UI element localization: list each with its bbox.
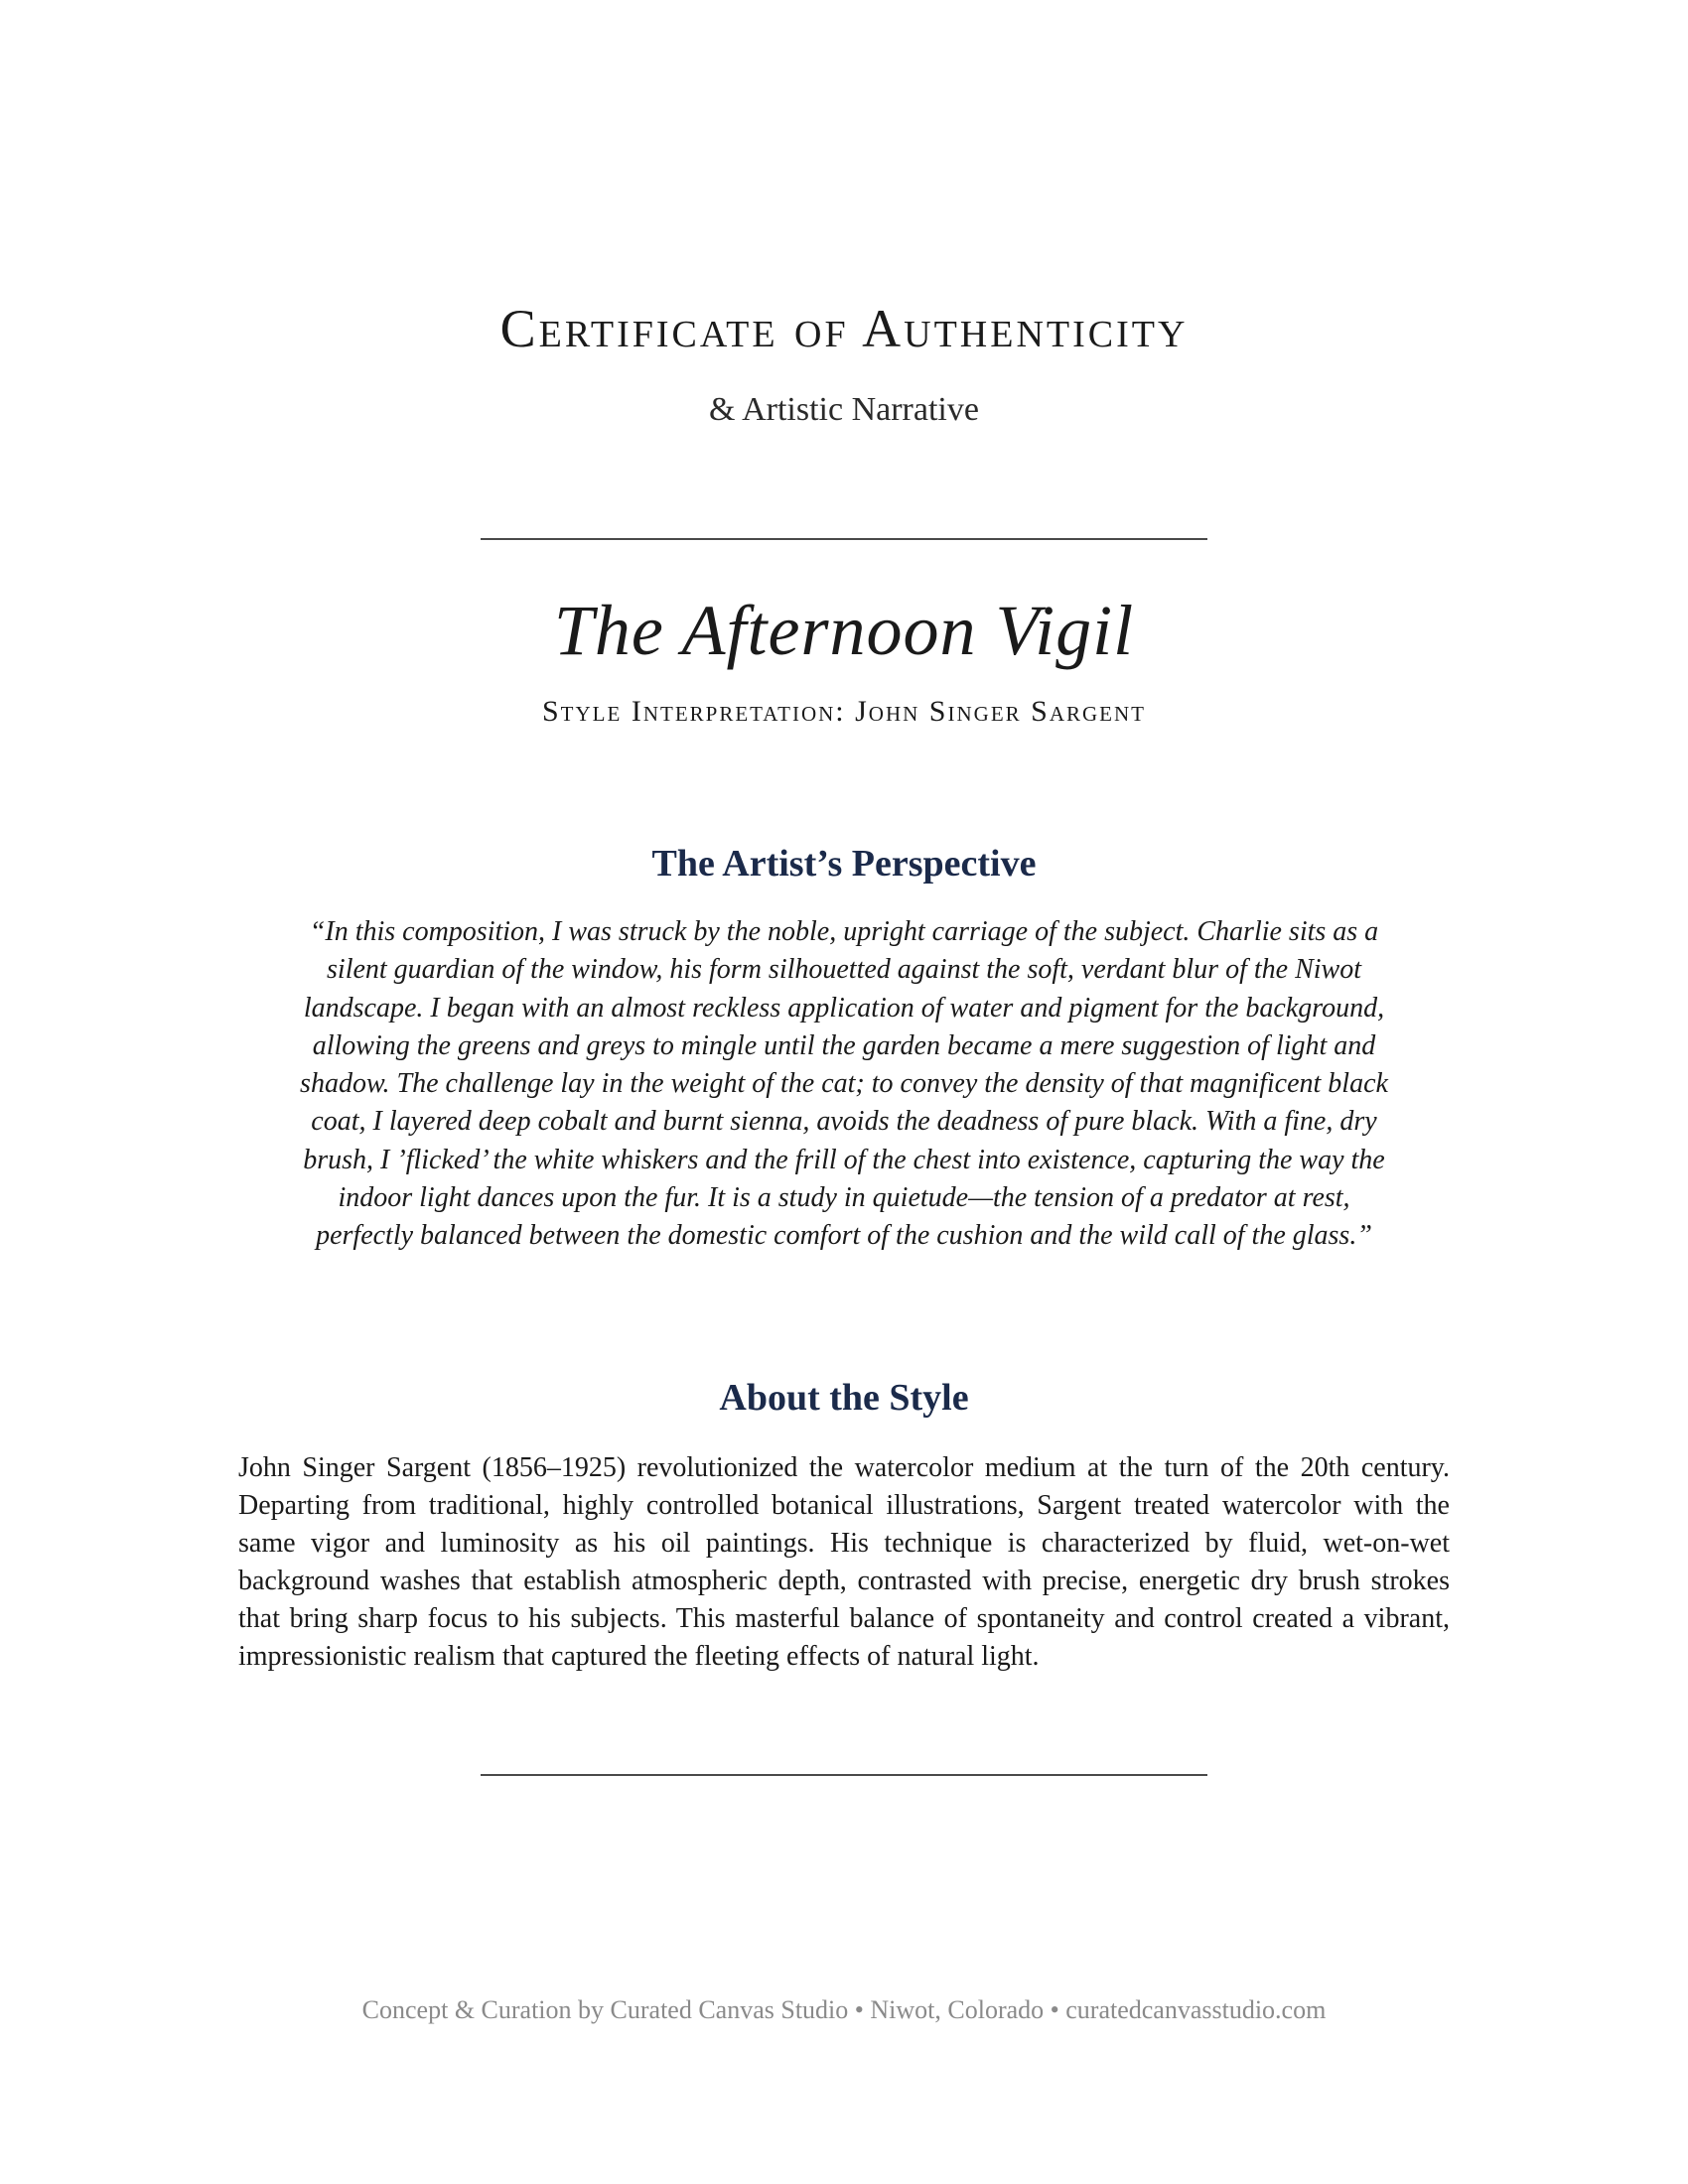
artist-quote: “In this composition, I was struck by the noble, upright carriage of the subject. Charlie sits as a silent guardian of the window, his form silhouetted against the soft, verdant blur of the Niwot landscape. I began with an almost reckless application of water and pigment for the background, allowing the greens and greys to mingle until the garden became a mere suggestion of light and shadow. The challenge lay in the weight of the cat; to convey the density of that magnificent black coat, I layered deep cobalt and burnt sienna, avoids the deadness of pure black. With a fine, dry brush, I ’flicked’ the white whiskers and the frill of the chest into existence, capturing the way the indoor light dances upon the fur. It is a study in quietude—the tension of a predator at rest, perfectly balanced between the domestic comfort of the cushion and the wild call of the glass.”: [300, 916, 1388, 1252]
bottom-divider: [481, 1774, 1207, 1776]
perspective-heading: The Artist’s Perspective: [651, 843, 1037, 885]
top-divider: [481, 538, 1207, 540]
style-interpretation: Style Interpretation: John Singer Sargent: [542, 695, 1146, 728]
certificate-title: Certificate of Authenticity: [499, 299, 1189, 358]
artwork-title: The Afternoon Vigil: [553, 591, 1135, 670]
about-style-body: John Singer Sargent (1856–1925) revolutionized the watercolor medium at the turn of the 20th century. Departing from traditional, highly controlled botanical illustrations, Sargent treated watercolor with the same vigor and luminosity as his oil paintings. His technique is characterized by fluid, wet-on-wet background washes that establish atmospheric depth, contrasted with precise, energetic dry brush strokes that bring sharp focus to his subjects. This masterful balance of spontaneity and control created a vibrant, impressionistic realism that captured the fleeting effects of natural light.: [238, 1452, 1450, 1672]
about-style-heading: About the Style: [719, 1377, 969, 1419]
footer-credit: Concept & Curation by Curated Canvas Studio • Niwot, Colorado • curatedcanvasstudio.com: [361, 1995, 1327, 2024]
certificate-subtitle: & Artistic Narrative: [709, 391, 979, 428]
